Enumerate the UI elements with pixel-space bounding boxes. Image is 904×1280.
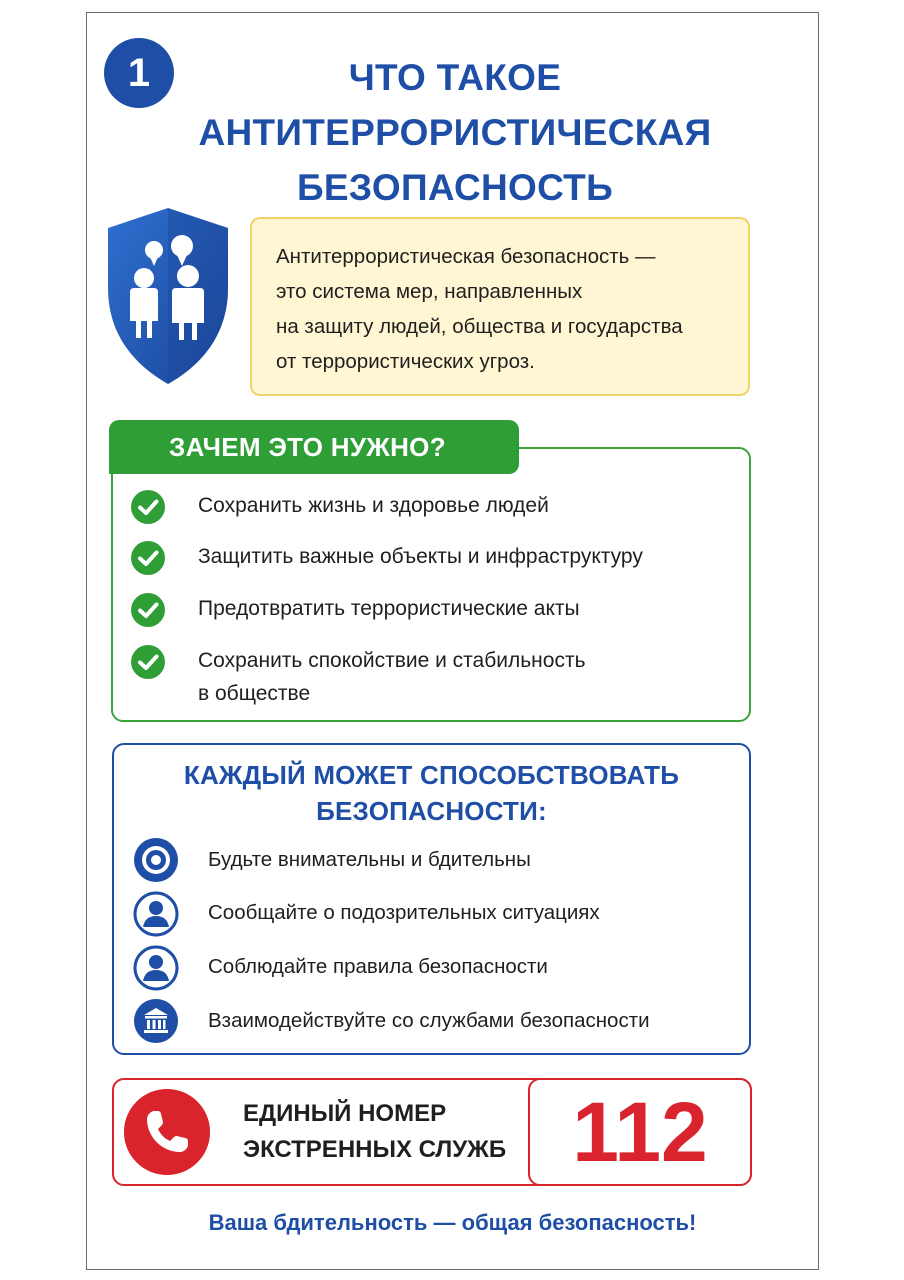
check-icon (131, 490, 165, 524)
everyone-item: Соблюдайте правила безопасности (208, 955, 548, 978)
emergency-number: 112 (572, 1085, 708, 1179)
definition-line: на защиту людей, общества и государства (276, 315, 683, 338)
why-item: Сохранить спокойствие и стабильность (198, 649, 586, 672)
emergency-label-line: ЕДИНЫЙ НОМЕР (243, 1100, 447, 1127)
emergency-label (243, 1096, 506, 1168)
everyone-item: Сообщайте о подозрительных ситуациях (208, 901, 600, 924)
page-title (190, 50, 720, 215)
why-item-continuation: в обществе (198, 682, 311, 705)
government-building-icon (133, 998, 179, 1044)
why-heading: ЗАЧЕМ ЭТО НУЖНО? (109, 420, 519, 474)
everyone-item: Будьте внимательны и бдительны (208, 848, 531, 871)
title-line: ЧТО ТАКОЕ (348, 57, 562, 98)
title-line: АНТИТЕРРОРИСТИЧЕСКАЯ (198, 112, 712, 153)
check-icon (131, 593, 165, 627)
check-icon (131, 541, 165, 575)
shield-people-icon (104, 206, 232, 386)
why-item: Защитить важные объекты и инфраструктуру (198, 545, 643, 568)
step-number-badge: 1 (104, 38, 174, 108)
emergency-label-line: ЭКСТРЕННЫХ СЛУЖБ (243, 1136, 507, 1163)
phone-icon (124, 1089, 210, 1175)
footer-slogan: Ваша бдительность — общая безопасность! (208, 1210, 697, 1235)
person-icon (133, 891, 179, 937)
definition-line: это система мер, направленных (276, 280, 583, 303)
why-item: Сохранить жизнь и здоровье людей (198, 494, 549, 517)
everyone-heading (112, 757, 751, 829)
why-item: Предотвратить террористические акты (198, 597, 580, 620)
check-icon (131, 645, 165, 679)
definition-line: Антитеррористическая безопасность — (276, 245, 656, 268)
title-line: БЕЗОПАСНОСТЬ (297, 167, 613, 208)
definition-line: от террористических угроз. (276, 350, 535, 373)
everyone-heading-line: БЕЗОПАСНОСТИ: (316, 796, 547, 826)
definition-box (250, 217, 750, 396)
everyone-heading-line: КАЖДЫЙ МОЖЕТ СПОСОБСТВОВАТЬ (183, 760, 680, 790)
person-icon (133, 945, 179, 991)
everyone-item: Взаимодействуйте со службами безопасности (208, 1009, 650, 1032)
target-icon (133, 837, 179, 883)
